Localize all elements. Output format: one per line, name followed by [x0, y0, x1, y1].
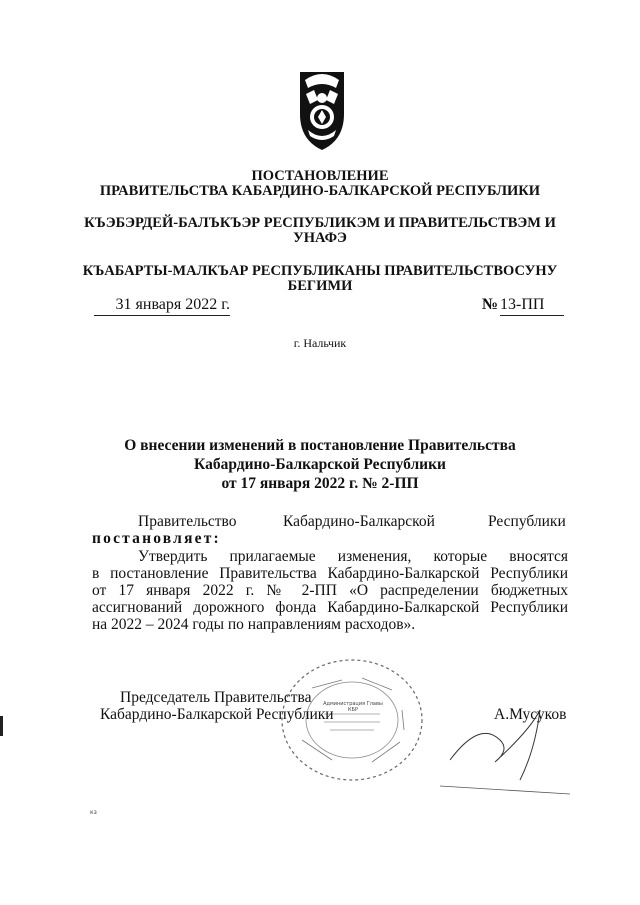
- intro-word-republic: Республики: [488, 513, 566, 530]
- title-line3: от 17 января 2022 г. № 2-ПП: [221, 475, 419, 492]
- document-date: 31 января 2022 г.: [94, 296, 230, 316]
- paragraph-line4: ассигнований дорожного фонда Кабардино-Балкарской Республики: [92, 599, 568, 616]
- header-kabardian-line1: КЪЭБЭРДЕЙ-БАЛЪКЪЭР РЕСПУБЛИКЭМ И ПРАВИТЕЛЬСТВЭМ И: [84, 215, 556, 231]
- intro-word-kbr: Кабардино-Балкарской: [283, 513, 435, 530]
- signature-position-line1: Председатель Правительства: [120, 689, 312, 706]
- header-kabardian-line2: УНАФЭ: [293, 230, 347, 246]
- document-number: 13-ПП: [500, 296, 564, 316]
- intro-word-government: Правительство: [138, 513, 237, 530]
- stamp-text: Администрация Главы КБР: [323, 701, 383, 713]
- header-balkar-line2: БЕГИМИ: [287, 278, 353, 294]
- number-label: №: [482, 296, 499, 313]
- paragraph-line1: Утвердить прилагаемые изменения, которые вносятся: [138, 548, 568, 565]
- paragraph-line2: в постановление Правительства Кабардино-Балкарской Республики: [92, 565, 568, 582]
- header-title: ПОСТАНОВЛЕНИЕ: [251, 168, 389, 184]
- scan-edge-mark: [0, 716, 3, 736]
- signatory-name: А.Мусуков: [494, 706, 567, 723]
- footer-mark: кз: [90, 809, 97, 816]
- resolves-word: постановляет:: [92, 530, 221, 547]
- coat-of-arms-emblem: [296, 70, 348, 152]
- paragraph-line3: от 17 января 2022 г. № 2-ПП «О распределении бюджетных: [92, 582, 568, 599]
- header-balkar-line1: КЪАБАРТЫ-МАЛКЪАР РЕСПУБЛИКАНЫ ПРАВИТЕЛЬСТВОСУНУ: [82, 263, 558, 279]
- handwritten-signature: [440, 690, 570, 800]
- signature-position-line2: Кабардино-Балкарской Республики: [100, 706, 334, 723]
- title-line1: О внесении изменений в постановление Правительства: [124, 437, 516, 454]
- paragraph-line5: на 2022 – 2024 годы по направлениям расходов».: [92, 616, 416, 633]
- title-line2: Кабардино-Балкарской Республики: [194, 456, 446, 473]
- header-government: ПРАВИТЕЛЬСТВА КАБАРДИНО-БАЛКАРСКОЙ РЕСПУБЛИКИ: [99, 183, 541, 199]
- city: г. Нальчик: [293, 336, 347, 350]
